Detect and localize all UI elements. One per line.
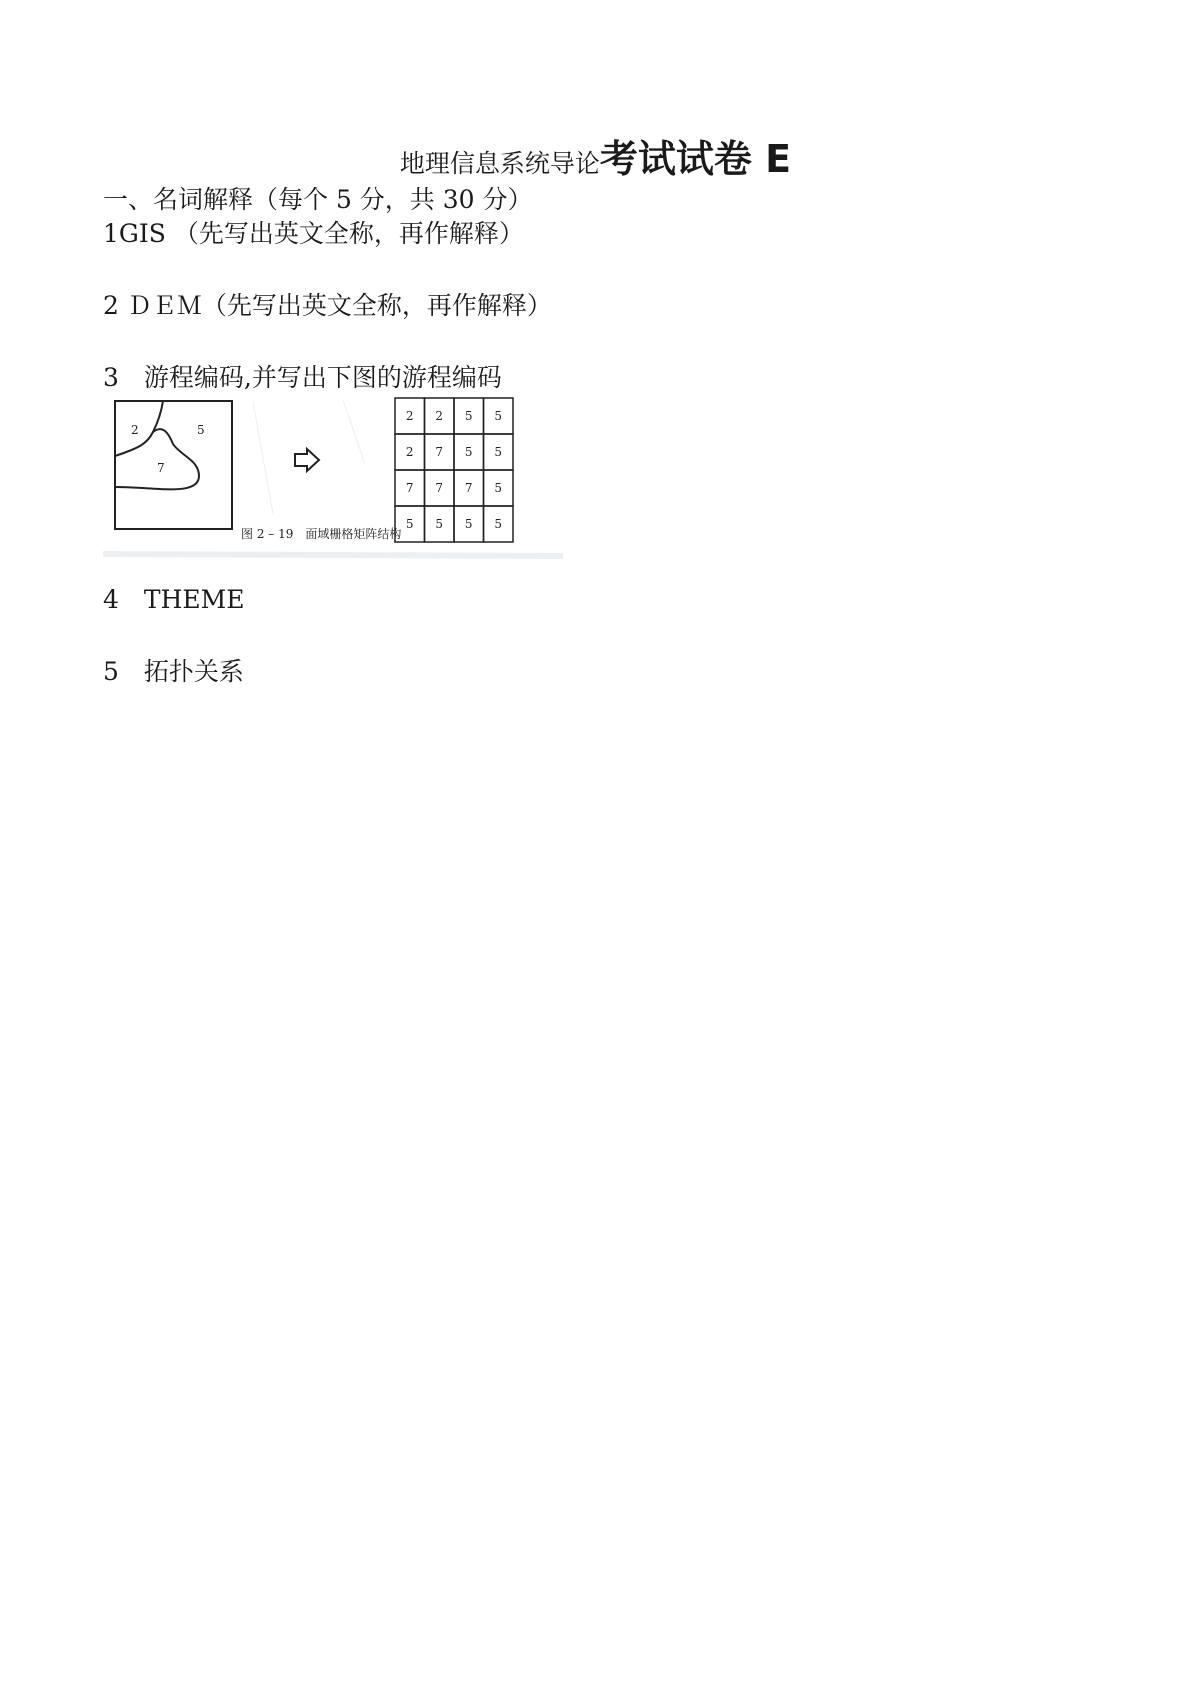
region-label: 5	[197, 423, 205, 437]
question-3: 3 游程编码,并写出下图的游程编码	[103, 363, 502, 392]
grid-cell-value: 2	[435, 409, 444, 423]
grid-cell-value: 2	[405, 445, 414, 459]
figure-raster-structure	[103, 394, 563, 592]
grid-cell-value: 5	[494, 409, 503, 423]
grid-cell-value: 5	[494, 517, 503, 531]
grid-cell-value: 5	[494, 481, 503, 495]
region-label: 2	[131, 423, 139, 437]
page-title	[0, 128, 1191, 183]
grid-cell-value: 7	[435, 481, 444, 495]
grid-cell-value: 7	[405, 481, 414, 495]
grid-cell-value: 5	[464, 445, 473, 459]
region-label: 7	[157, 461, 165, 475]
question-1: 1GIS （先写出英文全称，再作解释）	[103, 219, 524, 248]
figure-svg	[103, 394, 563, 592]
raster-grid	[395, 398, 513, 542]
vector-map	[115, 401, 232, 529]
grid-cell-value: 5	[464, 517, 473, 531]
grid-cell-value: 5	[464, 409, 473, 423]
grid-cell-value: 7	[464, 481, 473, 495]
title-exam: 考试试卷 E	[599, 137, 792, 181]
question-2: 2 ＤＥＭ（先写出英文全称，再作解释）	[103, 291, 552, 320]
title-subject: 地理信息系统导论	[399, 149, 600, 178]
grid-cell-value: 2	[405, 409, 414, 423]
grid-cell-value: 5	[494, 445, 503, 459]
figure-caption: 图 2 – 19 面域栅格矩阵结构	[241, 527, 402, 541]
grid-cell-value: 5	[405, 517, 414, 531]
grid-cell-value: 5	[435, 517, 444, 531]
grid-cell-value: 7	[435, 445, 444, 459]
question-4: 4 THEME	[103, 585, 245, 614]
right-arrow-icon	[295, 449, 319, 471]
section-heading: 一、名词解释（每个 5 分，共 30 分）	[103, 185, 533, 214]
question-5: 5 拓扑关系	[103, 657, 244, 686]
